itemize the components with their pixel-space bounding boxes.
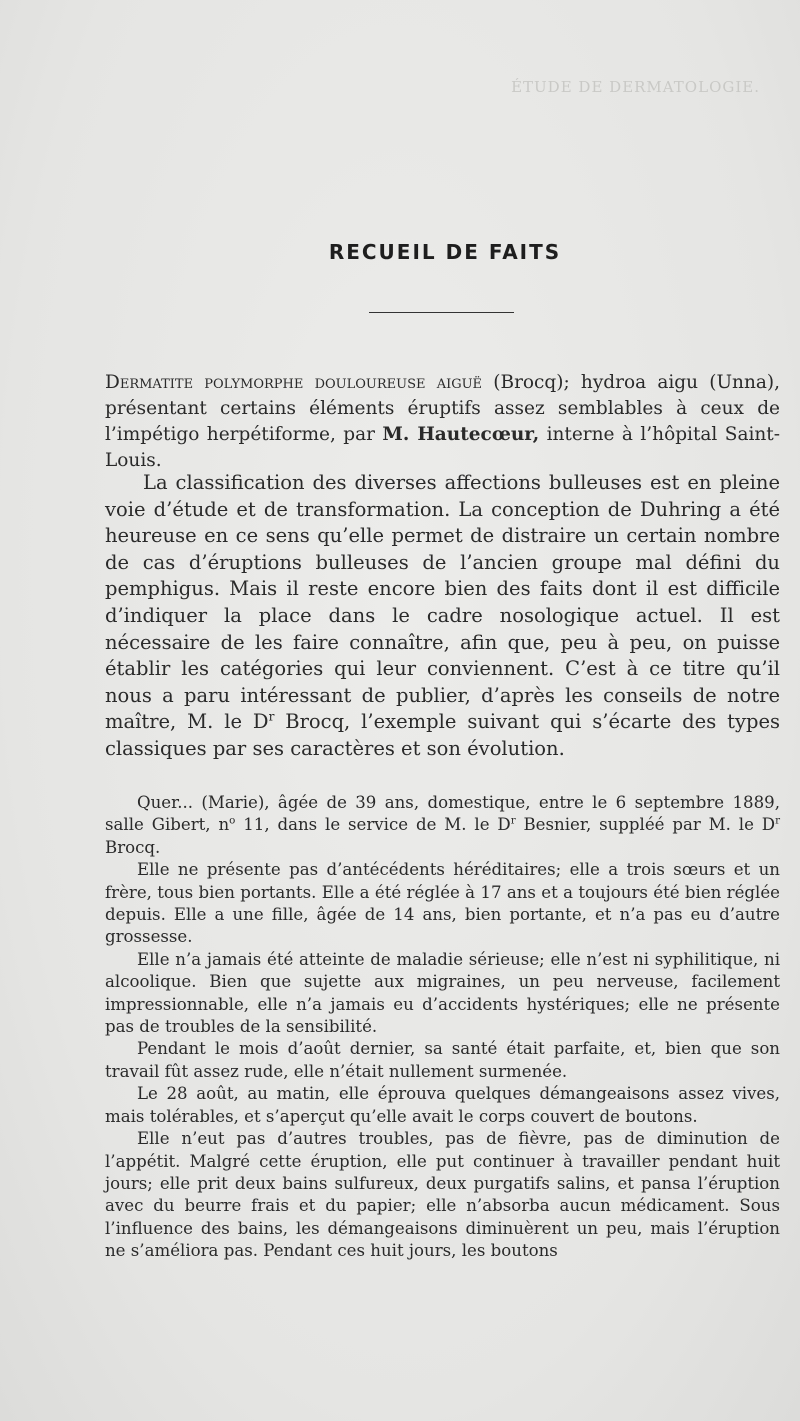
intro-paragraph [105,470,780,763]
intro-sup: r [268,709,275,724]
case-paragraph-5: Le 28 août, au matin, elle éprouva quelques démangeaisons assez vives, mais tolérables, et s’aperçut qu’elle avait le corps couvert de boutons. [105,1084,780,1126]
case-paragraph-3: Elle n’a jamais été atteinte de maladie sérieuse; elle n’est ni syphilitique, ni alcoolique. Bien que sujette aux migraines, un peu nerveuse, facilement impressionnable, elle n’a jamais eu d’accidents hystériques; elle ne présente pas de troubles de la sensibilité. [105,949,780,1037]
case-paragraph-6: Elle n’eut pas d’autres troubles, pas de fièvre, pas de diminution de l’appétit. Malgré cette éruption, elle put continuer à travailler pendant huit jours; elle prit deux bains sulfureux, deux purgatifs salins, et pansa l’éruption avec du beurre frais et du papier; elle n’absorba aucun médicament. Sous l’influence des bains, les démangeaisons diminuèrent un peu, mais l’éruption ne s’améliora pas. Pendant ces huit jours, les boutons [105,1129,780,1261]
case-p1-a: Quer... (Marie), âgée de 39 ans, domestique, entre le 6 septembre 1889, salle Gibert, n [105,793,780,835]
case-paragraph-2: Elle ne présente pas d’antécédents héréditaires; elle a trois sœurs et un frère, tous bien portants. Elle a été réglée à 17 ans et a toujours été bien réglée depuis. Elle a une fille, âgée de 14 ans, bien portante, et n’a pas eu d’autre grossesse. [105,860,780,947]
case-p1-sup2: r [510,814,516,827]
article-heading [105,370,780,474]
case-p1-b: 11, dans le service de M. le D [235,815,511,835]
case-paragraph-4: Pendant le mois d’août dernier, sa santé était parfaite, et, bien que son travail fût assez rude, elle n’était nullement surmenée. [105,1039,780,1081]
article-heading-smallcaps: Dermatite polymorphe douloureuse aiguë [105,372,483,393]
case-paragraph-1 [105,792,780,859]
section-title: RECUEIL DE FAITS [328,240,562,264]
intro-text-a: La classification des diverses affections bulleuses est en pleine voie d’étude et de transformation. La conception de Duhring a été heureuse en ce sens qu’elle permet de distraire un certain nombre de cas d’éruptions bulleuses de l’ancien groupe mal défini du pemphigus. Mais il reste encore bien des faits dont il est difficile d’indiquer la place dans le cadre nosologique actuel. Il est nécessaire de les faire connaître, afin que, peu à peu, on puisse établir les catégories qui leur conviennent. C’est à ce titre qu’il nous a paru intéressant de publier, d’après les conseils de notre maître, M. le D [105,471,780,734]
case-p1-c: Besnier, suppléé par M. le D [515,815,776,835]
case-p1-sup1: o [229,814,236,827]
show-through-running-head: ÉTUDE DE DERMATOLOGIE. [511,78,760,96]
article-heading-rest: (Brocq); hydroa aigu (Unna), présentant certains éléments éruptifs assez semblables à ceux de l’impétigo herpétiforme, par [105,372,780,445]
case-p1-sup3: r [775,814,780,827]
intro-text-b: Brocq, l’exemple suivant qui s’écarte des types classiques par ses caractères et son évolution. [105,710,780,760]
article-author: M. Hautecœur, [382,424,540,445]
intro-text [105,470,780,763]
case-report [105,792,780,1263]
title-rule [369,312,514,313]
case-p1-d: Brocq. [105,837,161,857]
article-author-role: interne à l’hôpital Saint-Louis. [105,424,780,471]
